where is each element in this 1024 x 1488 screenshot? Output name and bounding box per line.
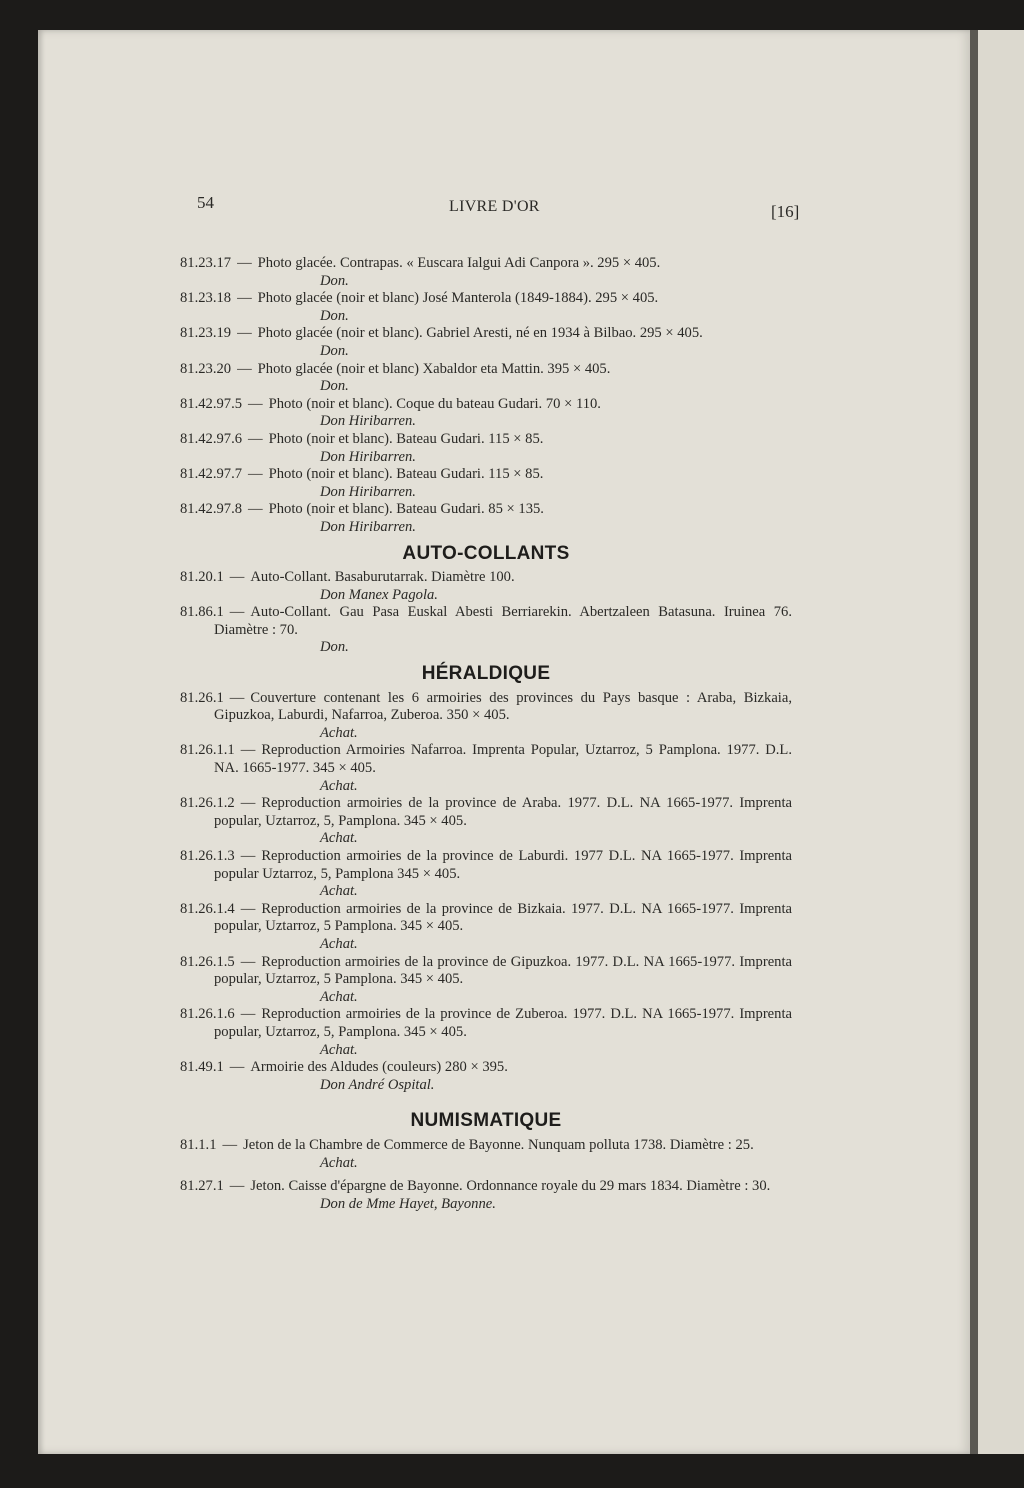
catalog-entry <box>180 1178 792 1196</box>
entry-dash: — <box>248 430 263 447</box>
entry-description: Photo glacée (noir et blanc) Xabaldor eta Mattin. 395 × 405. <box>257 360 611 377</box>
entry-provenance: Don. <box>320 378 349 395</box>
entry-dash: — <box>237 255 252 271</box>
catalog-entry <box>180 1137 792 1155</box>
catalog-entry <box>180 569 792 587</box>
entry-dash: — <box>237 325 252 342</box>
entry-number: 81.26.1.2 <box>180 795 235 812</box>
entry-number: 81.42.97.6 <box>180 430 243 447</box>
entry-provenance: Achat. <box>320 883 358 900</box>
entry-dash: — <box>229 569 245 586</box>
catalog-entry <box>180 290 792 308</box>
section-title: NUMISMATIQUE <box>410 1110 562 1132</box>
entry-provenance: Don. <box>320 342 349 359</box>
entry-dash: — <box>240 900 256 917</box>
entry-dash: — <box>248 395 263 412</box>
entry-dash: — <box>229 1059 245 1076</box>
section <box>180 1112 792 1213</box>
entry-description: Reproduction armoiries de la province de Gipuzkoa. 1977. D.L. NA 1665-1977. Imprenta popular, Uztarroz, 5 Pamplona. 345 × 405. <box>214 953 792 988</box>
entry-number: 81.26.1.4 <box>180 900 235 917</box>
entry-provenance: Achat. <box>320 1154 358 1171</box>
entry-dash: — <box>222 1136 238 1153</box>
entry-description: Reproduction armoiries de la province de Laburdi. 1977 D.L. NA 1665-1977. Imprenta popular Uztarroz, 5, Pamplona 345 × 405. <box>214 848 792 882</box>
entry-description: Photo (noir et blanc). Bateau Gudari. 115 × 85. <box>268 466 544 483</box>
entry-description: Photo (noir et blanc). Coque du bateau Gudari. 70 × 110. <box>268 395 601 412</box>
entry-dash: — <box>248 466 263 483</box>
section <box>180 542 792 658</box>
entry-dash: — <box>248 501 263 518</box>
entry-provenance: Don Hiribarren. <box>320 483 416 500</box>
entry-description: Photo glacée (noir et blanc). Gabriel Aresti, né en 1934 à Bilbao. 295 × 405. <box>257 325 703 342</box>
entry-description: Photo (noir et blanc). Bateau Gudari. 85 × 135. <box>268 501 544 518</box>
entry-provenance: Achat. <box>320 1041 358 1058</box>
entry-number: 81.23.20 <box>180 360 232 377</box>
entry-number: 81.20.1 <box>180 569 224 586</box>
section <box>180 255 792 537</box>
entry-provenance: Achat. <box>320 724 358 741</box>
entry-number: 81.86.1 <box>180 604 224 621</box>
catalog-entry <box>180 690 792 725</box>
entry-provenance: Don André Ospital. <box>320 1076 435 1093</box>
section <box>180 665 792 1104</box>
facing-page-edge <box>978 30 1024 1454</box>
book-gutter <box>970 30 978 1454</box>
entry-number: 81.23.17 <box>180 255 232 271</box>
entry-provenance: Don. <box>320 307 349 324</box>
entry-provenance: Don Manex Pagola. <box>320 586 438 603</box>
entry-dash: — <box>240 1006 256 1023</box>
entry-description: Reproduction armoiries de la province de Zuberoa. 1977. D.L. NA 1665-1977. Imprenta popular, Uztarroz, 5, Pamplona. 345 × 405. <box>214 1006 792 1040</box>
entry-number: 81.42.97.5 <box>180 395 243 412</box>
catalog-content <box>180 255 792 1219</box>
entry-number: 81.26.1.6 <box>180 1006 235 1023</box>
entry-dash: — <box>240 795 256 812</box>
entry-description: Reproduction armoiries de la province de Bizkaia. 1977. D.L. NA 1665-1977. Imprenta popular, Uztarroz, 5 Pamplona. 345 × 405. <box>214 900 792 935</box>
entry-provenance: Don Hiribarren. <box>320 518 416 535</box>
bracket-page-number: [16] <box>771 202 800 221</box>
catalog-entry <box>180 325 792 343</box>
entry-number: 81.26.1.3 <box>180 848 235 864</box>
entry-number: 81.1.1 <box>180 1136 217 1153</box>
entry-description: Jeton. Caisse d'épargne de Bayonne. Ordonnance royale du 29 mars 1834. Diamètre : 30. <box>250 1178 771 1195</box>
entry-dash: — <box>240 953 256 970</box>
entry-number: 81.26.1.1 <box>180 742 235 759</box>
entry-dash: — <box>229 604 245 621</box>
entry-provenance: Don. <box>320 272 349 289</box>
entry-number: 81.23.18 <box>180 290 232 307</box>
catalog-entry <box>180 466 792 484</box>
catalog-entry <box>180 255 792 273</box>
catalog-entry <box>180 501 792 519</box>
entry-provenance: Don. <box>320 639 349 656</box>
catalog-entry <box>180 795 792 830</box>
entry-number: 81.27.1 <box>180 1178 224 1195</box>
entry-provenance: Don Hiribarren. <box>320 448 416 465</box>
entry-provenance: Achat. <box>320 777 358 794</box>
catalog-entry <box>180 1059 792 1077</box>
section-title: AUTO-COLLANTS <box>402 542 570 564</box>
entry-description: Jeton de la Chambre de Commerce de Bayonne. Nunquam polluta 1738. Diamètre : 25. <box>243 1136 754 1153</box>
entry-dash: — <box>237 360 252 377</box>
entry-description: Auto-Collant. Gau Pasa Euskal Abesti Berriarekin. Abertzaleen Batasuna. Iruinea 76. Diamètre : 70. <box>214 604 792 638</box>
entry-description: Reproduction armoiries de la province de Araba. 1977. D.L. NA 1665-1977. Imprenta popular, Uztarroz, 5, Pamplona. 345 × 405. <box>214 795 792 829</box>
entry-provenance: Achat. <box>320 830 358 847</box>
entry-description: Photo (noir et blanc). Bateau Gudari. 115 × 85. <box>268 430 544 447</box>
entry-number: 81.23.19 <box>180 325 232 342</box>
section-title: HÉRALDIQUE <box>421 663 551 685</box>
entry-number: 81.26.1 <box>180 689 224 706</box>
entry-number: 81.42.97.7 <box>180 466 243 483</box>
entry-provenance: Don Hiribarren. <box>320 413 416 430</box>
entry-description: Photo glacée. Contrapas. « Euscara Ialgui Adi Canpora ». 295 × 405. <box>257 255 661 271</box>
catalog-entry <box>180 901 792 936</box>
entry-number: 81.42.97.8 <box>180 501 243 518</box>
catalog-entry <box>180 742 792 777</box>
catalog-entry <box>180 604 792 639</box>
catalog-entry <box>180 431 792 449</box>
page-number: 54 <box>197 193 214 212</box>
catalog-entry <box>180 361 792 379</box>
catalog-entry <box>180 396 792 414</box>
entry-dash: — <box>237 290 252 307</box>
entry-provenance: Achat. <box>320 988 358 1005</box>
entry-description: Armoirie des Aldudes (couleurs) 280 × 395. <box>250 1059 508 1076</box>
running-title: LIVRE D'OR <box>449 198 540 215</box>
catalog-entry <box>180 954 792 989</box>
entry-description: Couverture contenant les 6 armoiries des provinces du Pays basque : Araba, Bizkaia, Gipuzkoa, Laburdi, Nafarroa, Zuberoa. 350 × 405. <box>214 689 792 724</box>
entry-description: Photo glacée (noir et blanc) José Manterola (1849-1884). 295 × 405. <box>257 290 659 307</box>
entry-dash: — <box>240 848 256 864</box>
entry-dash: — <box>229 1178 245 1195</box>
catalog-entry <box>180 848 792 883</box>
entry-dash: — <box>229 689 245 706</box>
entry-provenance: Don de Mme Hayet, Bayonne. <box>320 1195 496 1212</box>
entry-number: 81.26.1.5 <box>180 953 235 970</box>
entry-dash: — <box>240 742 256 759</box>
catalog-entry <box>180 1006 792 1041</box>
entry-number: 81.49.1 <box>180 1059 224 1076</box>
entry-description: Auto-Collant. Basaburutarrak. Diamètre 100. <box>250 569 515 586</box>
entry-description: Reproduction Armoiries Nafarroa. Imprenta Popular, Uztarroz, 5 Pamplona. 1977. D.L. NA. 1665-1977. 345 × 405. <box>214 742 792 777</box>
entry-provenance: Achat. <box>320 935 358 952</box>
